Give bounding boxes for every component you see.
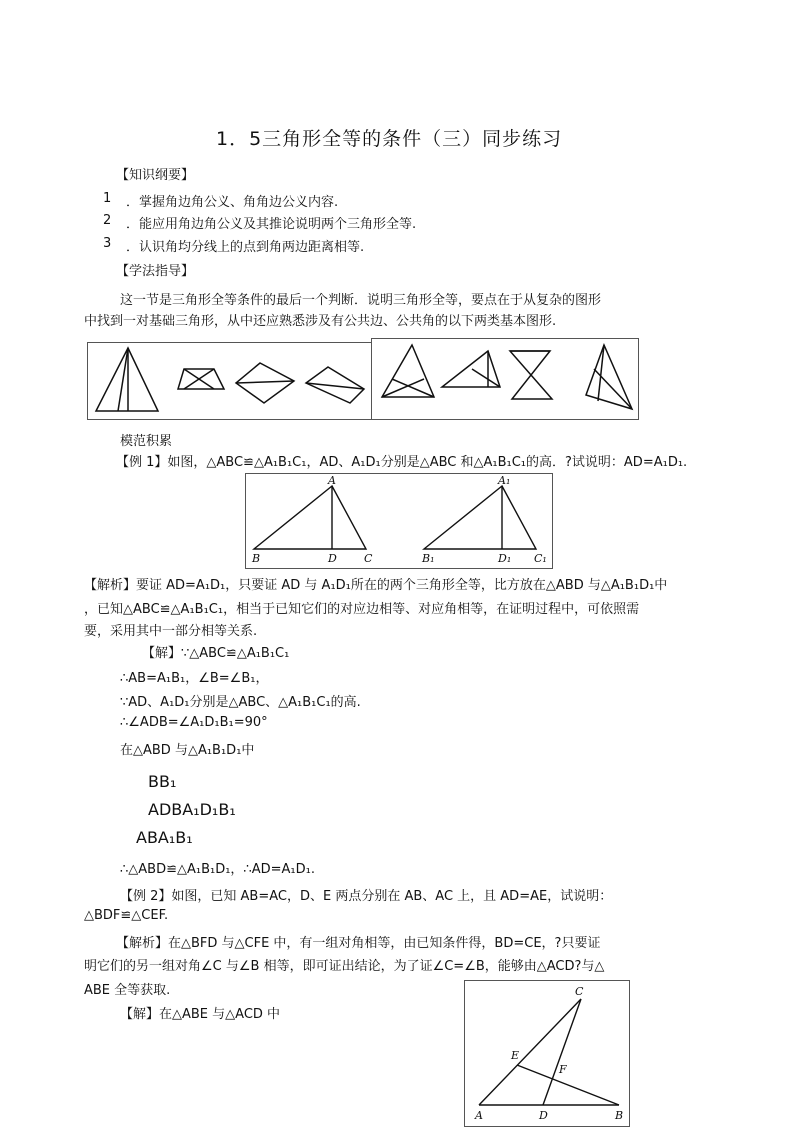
example2-question-line-2: △BDF≌△CEF. [84,908,169,923]
fig1-label-c1: C₁ [534,552,547,565]
guide-paragraph-line-2: 中找到一对基础三角形，从中还应熟悉涉及有公共边、公共角的以下两类基本图形. [84,314,557,329]
example2-figure [464,980,630,1127]
fig1-label-b1: B₁ [422,552,435,565]
fig1-label-b: B [252,552,261,565]
fig2-label-a: A [475,1109,483,1122]
example1-conclusion: ∴△ABD≌△A₁B₁D₁，∴AD=A₁D₁. [120,862,315,877]
model-heading: 模范积累 [120,434,173,449]
example1-question: 【例 1】如图，△ABC≌△A₁B₁C₁，AD、A₁D₁分别是△ABC 和△A₁B₁C₁的高．?试说明：AD=A₁D₁. [116,455,688,470]
guide-heading: 【学法指导】 [116,264,195,279]
example1-analysis-line-1: 【解析】要证 AD=A₁D₁，只要证 AD 与 A₁D₁所在的两个三角形全等，比方放在△ABD 与△A₁B₁D₁中 [84,578,668,593]
knowledge-item-num-1: 1 [103,191,112,206]
fig2-label-d: D [539,1109,548,1122]
example1-solution-line-3: ∵AD、A₁D₁分别是△ABC、△A₁B₁C₁的高. [120,695,361,710]
example1-analysis-line-3: 要，采用其中一部分相等关系. [84,624,258,639]
example2-analysis-line-3: ABE 全等获取. [84,983,171,998]
knowledge-item-2: ．能应用角边角公义及其推论说明两个三角形全等. [126,217,417,232]
fig2-label-f: F [559,1063,567,1076]
fig2-label-e: E [511,1049,520,1062]
example1-analysis-line-2: ，已知△ABC≌△A₁B₁C₁，相当于已知它们的对应边相等、对应角相等，在证明过程中，可依照需 [84,602,640,617]
fig1-label-d: D [328,552,337,565]
fig1-label-c: C [364,552,373,565]
example1-formula-1: BB₁ [148,772,177,791]
fig1-label-d1: D₁ [498,552,512,565]
example1-formula-3: ABA₁B₁ [136,828,193,847]
page-title: 1．5三角形全等的条件（三）同步练习 [216,128,563,150]
fig1-label-a1: A₁ [498,474,511,487]
example2-question-line-1: 【例 2】如图，已知 AB=AC，D、E 两点分别在 AB、AC 上，且 AD=AE，试说明： [120,889,613,904]
example1-solution-line-4: ∴∠ADB=∠A₁D₁B₁=90° [120,715,268,730]
example1-solution-line-1: 【解】∵△ABC≌△A₁B₁C₁ [142,646,290,661]
example1-solution-line-2: ∴AB=A₁B₁，∠B=∠B₁， [120,671,269,686]
example2-analysis-line-1: 【解析】在△BFD 与△CFE 中，有一组对角相等，由已知条件得，BD=CE，?只要证 [116,936,601,951]
example2-solution-start: 【解】在△ABE 与△ACD 中 [120,1007,281,1022]
knowledge-item-1: ．掌握角边角公义、角角边公义内容. [126,195,339,210]
example2-analysis-line-2: 明它们的另一组对角∠C 与∠B 相等，即可证出结论，为了证∠C=∠B，能够由△ACD?与△ [84,959,605,974]
knowledge-heading: 【知识纲要】 [116,168,195,183]
fig2-label-b: B [615,1109,624,1122]
example1-solution-line-5: 在△ABD 与△A₁B₁D₁中 [120,743,255,758]
fig1-label-a: A [328,474,336,487]
knowledge-item-num-2: 2 [103,213,112,228]
guide-paragraph-line-1: 这一节是三角形全等条件的最后一个判断．说明三角形全等，要点在于从复杂的图形 [120,293,602,308]
knowledge-item-num-3: 3 [103,236,112,251]
basic-figures-left [87,342,373,420]
fig2-label-c: C [575,985,584,998]
example1-figure [245,473,553,569]
knowledge-item-3: ．认识角均分线上的点到角两边距离相等. [126,240,365,255]
basic-figures-right [371,338,639,420]
example1-formula-2: ADBA₁D₁B₁ [148,800,236,819]
